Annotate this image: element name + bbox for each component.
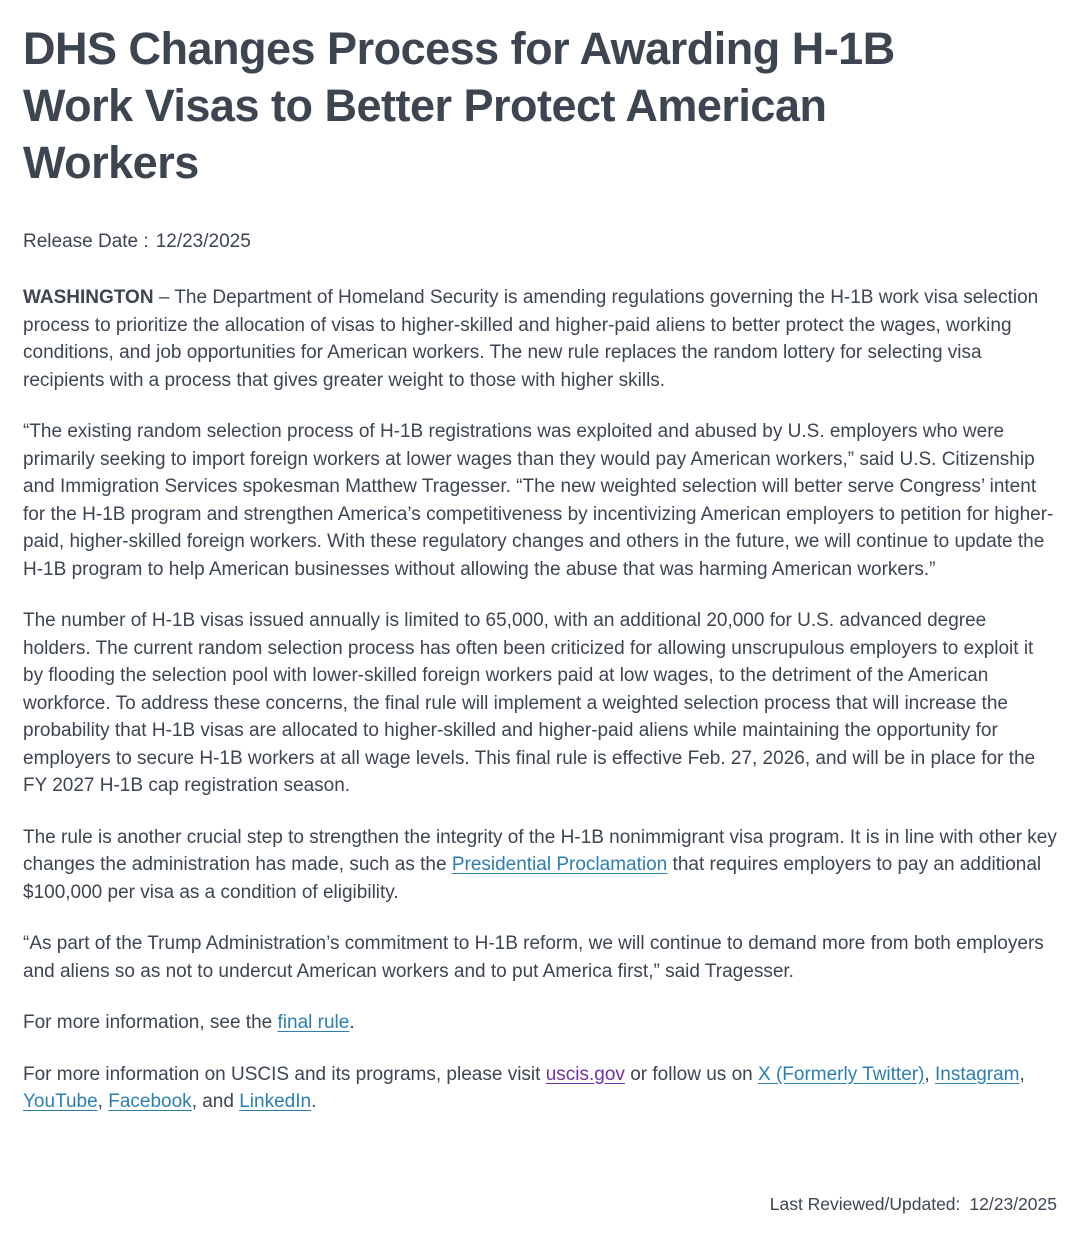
- x-twitter-link[interactable]: X (Formerly Twitter): [758, 1063, 925, 1085]
- paragraph: [23, 607, 1057, 800]
- body-text: .: [311, 1091, 317, 1112]
- facebook-link[interactable]: Facebook: [108, 1091, 192, 1112]
- paragraph: [23, 418, 1057, 583]
- body-text: “The existing random selection process of H-1B registrations was exploited and abused by U.S. employers who were primarily seeking to import foreign workers at lower wages than they would pay American workers,” said U.S. Citizenship and Immigration Services spokesman Matthew Tragesser. “The new weighted selection will better serve Congress’ intent for the H-1B program and strengthen America’s competitiveness by incentivizing American employers to petition for higher-paid, higher-skilled foreign workers. With these regulatory changes and others in the future, we will continue to update the H-1B program to help American businesses without allowing the abuse that was harming American workers.”: [23, 421, 1054, 580]
- body-text: .: [349, 1012, 355, 1033]
- release-date-label: Release Date :: [23, 231, 149, 252]
- paragraph: [23, 930, 1057, 985]
- body-text: or follow us on: [624, 1063, 758, 1085]
- last-reviewed-label: Last Reviewed/Updated:: [769, 1194, 961, 1214]
- last-reviewed-value: 12/23/2025: [969, 1194, 1057, 1214]
- body-text: ,: [1019, 1063, 1025, 1085]
- body-text: The number of H-1B visas issued annually is limited to 65,000, with an additional 20,000 for U.S. advanced degree holders. The current random selection process has often been criticized for allowing unscrupulous employers to exploit it by flooding the selection pool with lower-skilled foreign workers paid at low wages, to the detriment of the American workforce. To address these concerns, the final rule will implement a weighted selection process that will increase the probability that H-1B visas are allocated to higher-skilled and higher-paid aliens while maintaining the opportunity for employers to secure H-1B workers at all wage levels. This final rule is effective Feb. 27, 2026, and will be in place for the FY 2027 H-1B cap registration season.: [23, 610, 1036, 796]
- body-text: ,: [924, 1063, 935, 1085]
- uscis-gov-link[interactable]: uscis.gov: [545, 1063, 625, 1085]
- body-text: The rule is another crucial step to strengthen the integrity of the H-1B nonimmigrant visa program. It is in line with other key changes the administration has made, such as the: [23, 826, 1057, 875]
- body-text: – The Department of Homeland Security is amending regulations governing the H-1B work visa selection process to prioritize the allocation of visas to higher-skilled and higher-paid aliens to better protect the wages, working conditions, and job opportunities for American workers. The new rule replaces the random lottery for selecting visa recipients with a process that gives greater weight to those with higher skills.: [23, 287, 1039, 391]
- release-date-line: [23, 228, 1057, 255]
- body-text: For more information on USCIS and its programs, please visit: [23, 1063, 546, 1085]
- body-text: , and: [191, 1091, 240, 1112]
- body-text: ,: [97, 1091, 109, 1112]
- paragraph: [23, 1061, 1057, 1116]
- presidential-proclamation-link[interactable]: Presidential Proclamation: [451, 854, 668, 875]
- body-text: For more information, see the: [23, 1012, 278, 1033]
- linkedin-link[interactable]: LinkedIn: [239, 1091, 312, 1112]
- release-date-value: 12/23/2025: [155, 231, 251, 252]
- dateline-text: WASHINGTON: [23, 287, 154, 308]
- body-text: that requires employers to pay an additional $100,000 per visa as a condition of eligibility.: [23, 854, 1042, 903]
- page-title: DHS Changes Process for Awarding H-1B Work Visas to Better Protect American Workers: [23, 23, 895, 188]
- article-body: [23, 284, 1057, 1116]
- body-text: “As part of the Trump Administration’s commitment to H-1B reform, we will continue to demand more from both employers and aliens so as not to undercut American workers and to put America first,” said Tragesser.: [23, 933, 1044, 982]
- instagram-link[interactable]: Instagram: [935, 1063, 1020, 1085]
- paragraph: [23, 284, 1057, 394]
- paragraph: [23, 824, 1057, 907]
- last-reviewed-line: [770, 1192, 1057, 1216]
- youtube-link[interactable]: YouTube: [23, 1091, 98, 1112]
- final-rule-link[interactable]: final rule: [277, 1012, 350, 1033]
- paragraph: [23, 1009, 1057, 1037]
